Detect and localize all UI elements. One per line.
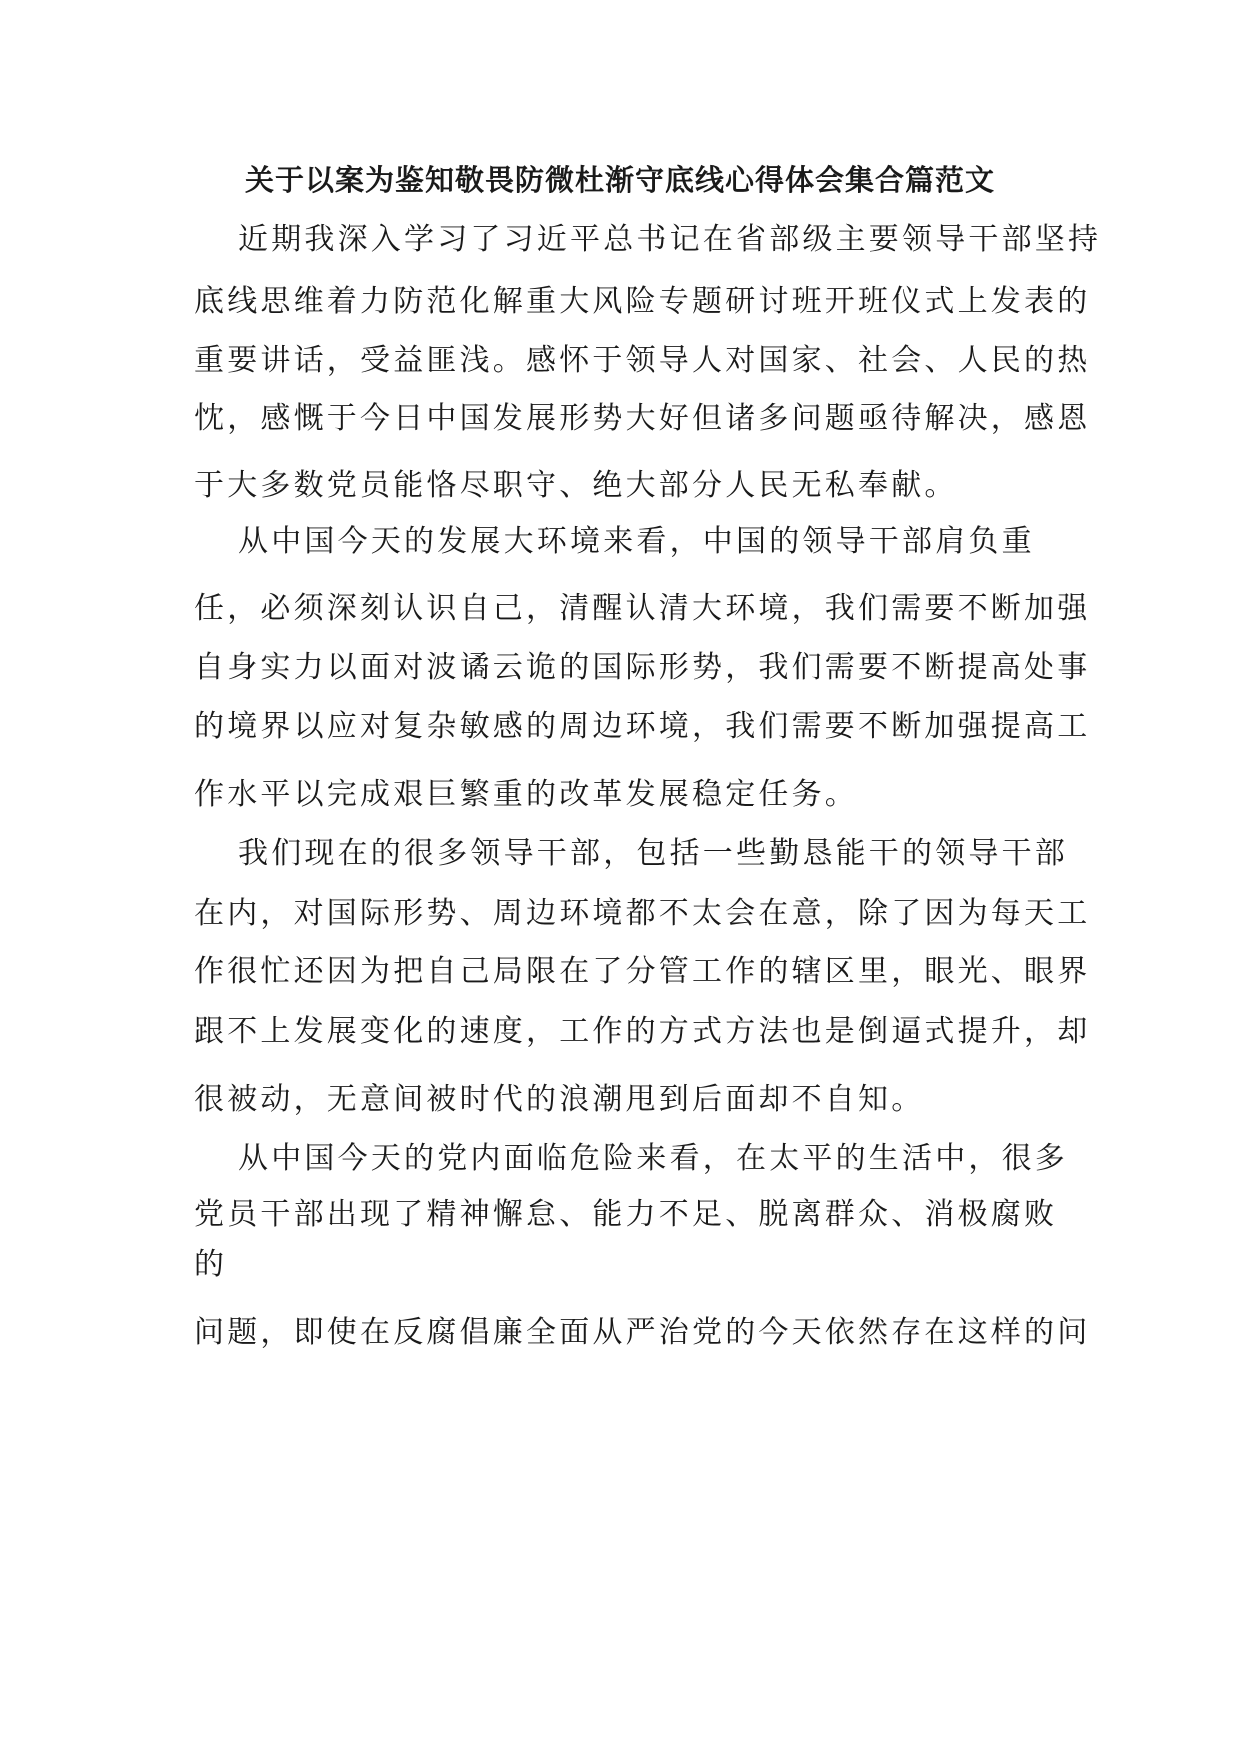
paragraph-2-line-2: 任，必须深刻认识自己，清醒认清大环境，我们需要不断加强 [194, 591, 1091, 626]
paragraph-2-line-3: 自身实力以面对波谲云诡的国际形势，我们需要不断提高处事 [194, 650, 1091, 685]
paragraph-3-line-4: 跟不上发展变化的速度，工作的方式方法也是倒逼式提升，却 [194, 1014, 1091, 1049]
document-title: 关于以案为鉴知敬畏防微杜渐守底线心得体会集合篇范文 [244, 163, 995, 197]
paragraph-3-line-3: 作很忙还因为把自己局限在了分管工作的辖区里，眼光、眼界 [194, 954, 1091, 989]
paragraph-1-line-1: 近期我深入学习了习近平总书记在省部级主要领导干部坚持 [238, 222, 1102, 257]
paragraph-4-line-1: 从中国今天的党内面临危险来看，在太平的生活中，很多 [238, 1141, 1068, 1176]
paragraph-3-line-1: 我们现在的很多领导干部，包括一些勤恳能干的领导干部 [238, 836, 1068, 871]
paragraph-1-line-4: 忱，感慨于今日中国发展形势大好但诸多问题亟待解决，感恩 [194, 401, 1091, 436]
paragraph-1-line-5: 于大多数党员能恪尽职守、绝大部分人民无私奉献。 [194, 468, 958, 503]
paragraph-4-line-3: 的 [194, 1247, 228, 1282]
paragraph-1-line-2: 底线思维着力防范化解重大风险专题研讨班开班仪式上发表的 [194, 284, 1091, 319]
paragraph-3-line-2: 在内，对国际形势、周边环境都不太会在意，除了因为每天工 [194, 896, 1091, 931]
paragraph-2-line-5: 作水平以完成艰巨繁重的改革发展稳定任务。 [194, 777, 858, 812]
paragraph-4-line-2: 党员干部出现了精神懈怠、能力不足、脱离群众、消极腐败 [194, 1197, 1058, 1232]
paragraph-3-line-5: 很被动，无意间被时代的浪潮甩到后面却不自知。 [194, 1082, 925, 1117]
paragraph-4-line-4: 问题，即使在反腐倡廉全面从严治党的今天依然存在这样的问 [194, 1315, 1091, 1350]
paragraph-2-line-4: 的境界以应对复杂敏感的周边环境，我们需要不断加强提高工 [194, 709, 1091, 744]
paragraph-1-line-3: 重要讲话，受益匪浅。感怀于领导人对国家、社会、人民的热 [194, 343, 1091, 378]
paragraph-2-line-1: 从中国今天的发展大环境来看，中国的领导干部肩负重 [238, 524, 1035, 559]
